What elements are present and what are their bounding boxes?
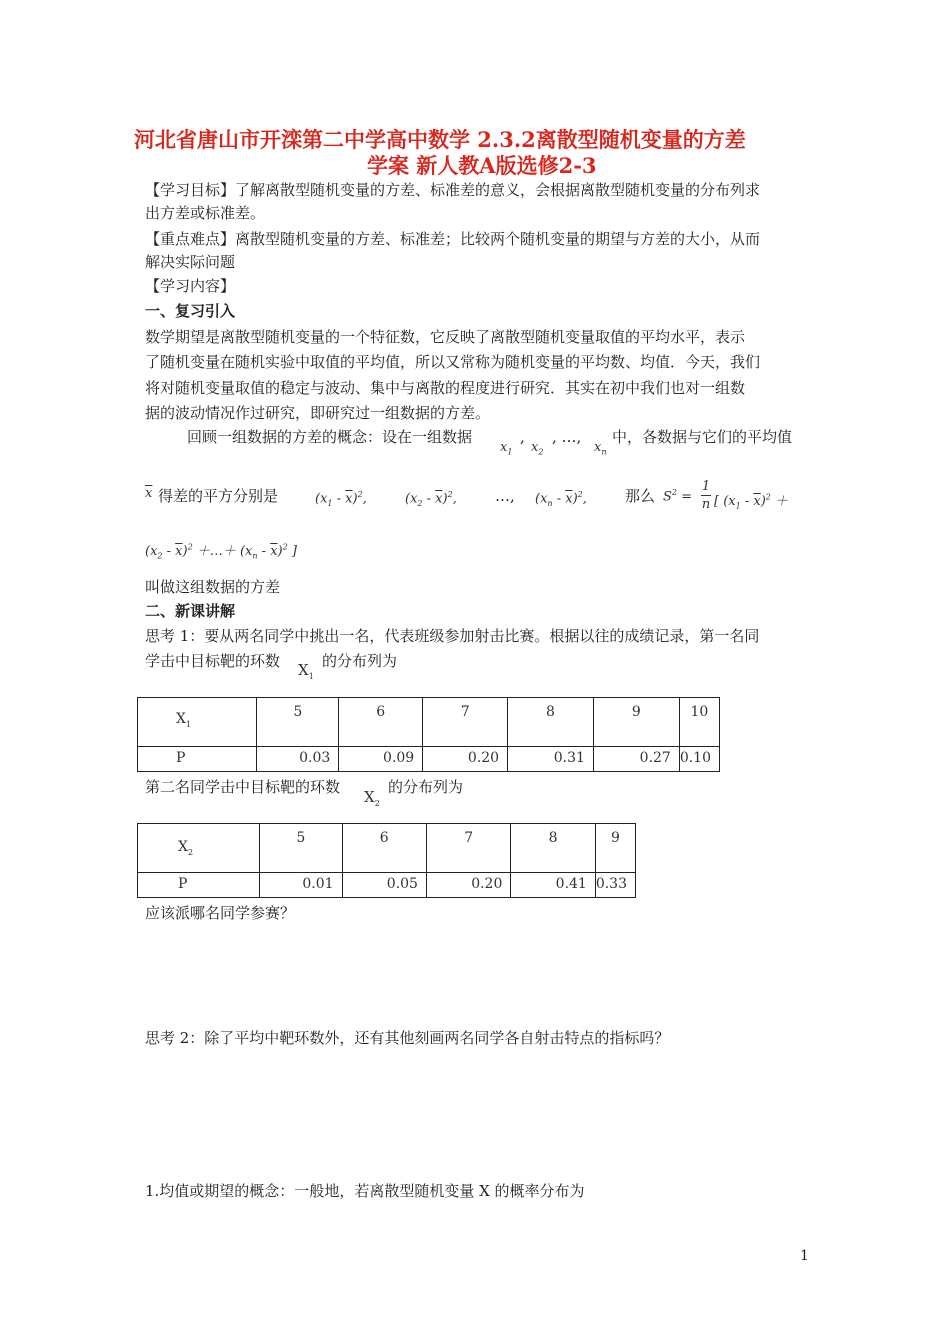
table1-value: 10 [679, 698, 719, 747]
table1-prob: 0.31 [508, 747, 594, 772]
table1-value: 7 [423, 698, 508, 747]
second-student-text-b: 的分布列为 [388, 778, 464, 796]
document-title-line1: 河北省唐山市开滦第二中学高中数学 2.3.2离散型随机变量的方差 [134, 127, 746, 152]
keypoints-label: 【重点难点】 [145, 230, 236, 248]
objectives-line1 [145, 179, 760, 202]
table1-value: 6 [339, 698, 423, 747]
comma-1: , [520, 428, 525, 446]
section1-para-line3: 将对随机变量取值的稳定与波动、集中与离散的程度进行研究．其实在初中我们也对一组数 [145, 379, 746, 397]
think2-text: 思考 2：除了平均中靶环数外，还有其他刻画两名同学各自射击特点的指标吗？ [145, 1029, 670, 1047]
keypoints-line1 [145, 228, 760, 251]
objectives-line2: 出方差或标准差。 [145, 204, 266, 222]
table1-prob: 0.10 [679, 747, 719, 772]
section1-heading: 一、复习引入 [145, 302, 236, 320]
x2-symbol: $x_2$ [531, 440, 544, 457]
table1-prob: 0.27 [593, 747, 679, 772]
table1-prob-row [138, 747, 720, 772]
table2-prob: 0.41 [511, 873, 595, 898]
distribution-table-2 [137, 823, 636, 898]
section1-para-line4: 据的波动情况作过研究，即研究过一组数据的方差。 [145, 404, 491, 422]
section1-para-line2: 了随机变量在随机实验中取值的平均值，所以又常称为随机变量的平均数、均值．今天，我们 [145, 353, 761, 371]
X1-symbol: $X_1$ [298, 661, 314, 681]
keypoints-line2: 解决实际问题 [145, 253, 236, 271]
diff-term-2: $(x_2 - \overline{x})^2$, [405, 490, 457, 508]
fraction-1-over-n: 1 n [701, 479, 711, 512]
item1-text: 1.均值或期望的概念：一般地，若离散型随机变量 X 的概率分布为 [145, 1182, 585, 1200]
variance-sum-continued: $(x_2 - \overline{x})^2$ ＋…＋ $(x_n - \overline{x})^2$ ] [145, 542, 297, 561]
objectives-text: 了解离散型随机变量的方差、标准差的意义，会根据离散型随机变量的分布列求 [235, 181, 761, 199]
table2-prob: 0.05 [342, 873, 426, 898]
content-label: 【学习内容】 [145, 277, 236, 295]
X2-symbol: $X_2$ [364, 788, 380, 808]
table2-value: 8 [511, 824, 595, 873]
table2-prob: 0.33 [595, 873, 635, 898]
review-text-b: 中，各数据与它们的平均值 [612, 428, 793, 446]
diff-term-1: $(x_1 - \overline{x})^2$, [315, 490, 367, 508]
table2-prob: 0.01 [260, 873, 342, 898]
ellipsis-2: …, [495, 487, 515, 505]
table1-value: 5 [257, 698, 339, 747]
section2-heading: 二、新课讲解 [145, 602, 236, 620]
table1-prob: 0.03 [257, 747, 339, 772]
table2-value: 9 [595, 824, 635, 873]
second-student-text-a: 第二名同学击中目标靶的环数 [145, 778, 341, 796]
table1-value: 8 [508, 698, 594, 747]
think1-line2: 学击中目标靶的环数 [145, 652, 281, 670]
think1-line1: 思考 1：要从两名同学中挑出一名，代表班级参加射击比赛。根据以往的成绩记录，第一名同 [145, 627, 760, 645]
table1-var-cell: $X_1$ [138, 698, 257, 747]
ellipsis-1: , …, [552, 428, 582, 446]
variance-lhs: $S^2$ = [663, 488, 693, 505]
page-number: 1 [800, 1248, 809, 1264]
table2-value: 7 [426, 824, 510, 873]
review-text-a: 回顾一组数据的方差的概念：设在一组数据 [187, 428, 473, 446]
xn-symbol: $x_n$ [594, 440, 607, 457]
variance-sum-start: [ $(x_1 - \overline{x})^2$ ＋ [714, 492, 789, 511]
table2-value: 5 [260, 824, 342, 873]
table2-p-label: P [138, 873, 260, 898]
objectives-label: 【学习目标】 [145, 181, 236, 199]
review-text-c: 得差的平方分别是 [158, 487, 279, 505]
table2-value: 6 [342, 824, 426, 873]
review-text-d: 那么 [625, 487, 656, 505]
table2-value-row [138, 824, 636, 873]
section1-para-line1: 数学期望是离散型随机变量的一个特征数，它反映了离散型随机变量取值的平均水平，表示 [145, 328, 746, 346]
table1-value: 9 [593, 698, 679, 747]
table2-prob-row [138, 873, 636, 898]
question-text: 应该派哪名同学参赛？ [145, 904, 296, 922]
x1-symbol: $x_1$ [500, 440, 513, 457]
table2-prob: 0.20 [426, 873, 510, 898]
diff-term-n: $(x_n - \overline{x})^2$, [535, 490, 587, 508]
table1-prob: 0.20 [423, 747, 508, 772]
table1-p-label: P [138, 747, 257, 772]
think1-line2b: 的分布列为 [322, 652, 398, 670]
distribution-table-1 [137, 697, 720, 772]
document-title-line2: 学案 新人教A版选修2-3 [367, 153, 597, 178]
variance-conclusion: 叫做这组数据的方差 [145, 578, 281, 596]
table1-value-row [138, 698, 720, 747]
table2-var-cell: $X_2$ [138, 824, 260, 873]
mean-symbol: $\overline{x}$ [145, 486, 153, 501]
keypoints-text: 离散型随机变量的方差、标准差；比较两个随机变量的期望与方差的大小，从而 [235, 230, 761, 248]
table1-prob: 0.09 [339, 747, 423, 772]
